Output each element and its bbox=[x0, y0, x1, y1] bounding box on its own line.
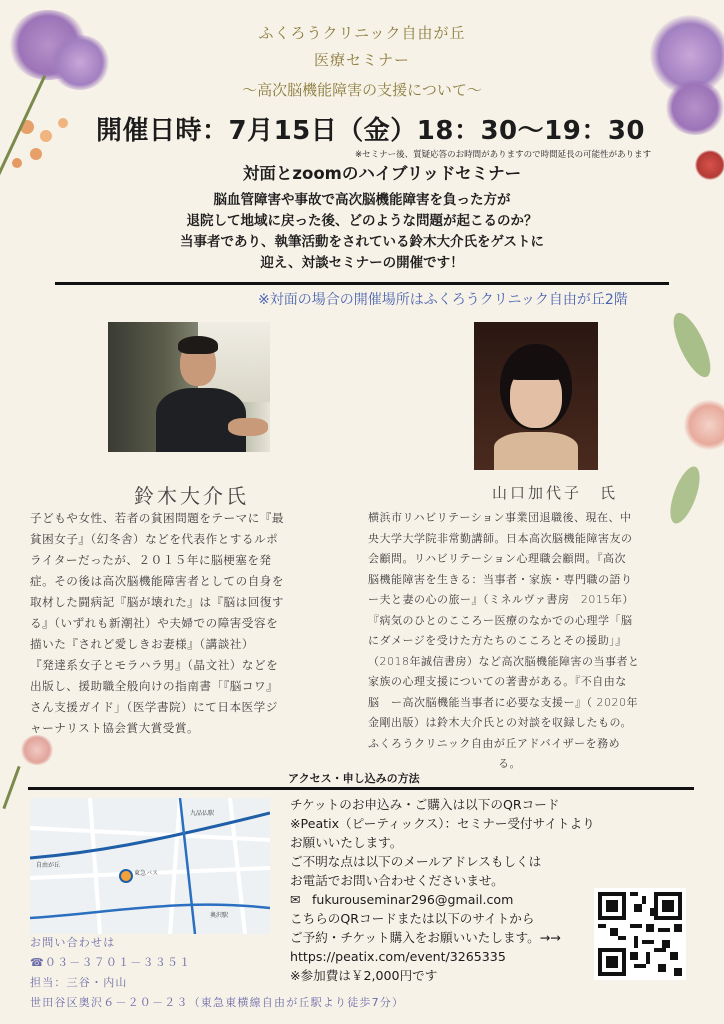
bio-line: 央大学大学院非常勤講師。日本高次脳機能障害友の bbox=[368, 531, 633, 545]
access-line: こちらのQRコードまたは以下のサイトから bbox=[290, 911, 535, 926]
intro-line: 退院して地域に戻った後、どのような問題が起こるのか？ bbox=[186, 213, 538, 229]
suzuki-bio bbox=[30, 508, 360, 739]
qr-code[interactable] bbox=[594, 888, 686, 980]
contact-staff: 担当：三谷・内山 bbox=[30, 976, 128, 989]
bio-line: 症。その後は高次脳機能障害者としての自身を bbox=[30, 574, 284, 588]
intro-line: 脳血管障害や事故で高次脳機能障害を負った方が bbox=[213, 192, 511, 208]
access-line: ご不明な点は以下のメールアドレスもしくは bbox=[290, 854, 542, 869]
bio-line: 横浜市リハビリテーション事業団退職後、現在、中 bbox=[368, 511, 632, 524]
seminar-theme: 〜高次脳機能障害の支援について〜 bbox=[242, 81, 482, 99]
bio-line: 取材した闘病記『脳が壊れた』は『脳は回復す bbox=[30, 595, 284, 609]
contact-title: お問い合わせは bbox=[30, 936, 116, 949]
peatix-url[interactable]: https://peatix.com/event/3265335 bbox=[290, 949, 506, 964]
intro-line: 当事者であり、執筆活動をされている鈴木大介氏をゲストに bbox=[180, 234, 544, 250]
access-line: ご予約・チケット購入をお願いいたします。→→ bbox=[290, 930, 561, 945]
suzuki-photo bbox=[108, 322, 270, 452]
contact-address: 世田谷区奥沢６－２０－２３（東急東横線自由が丘駅より徒歩7分） bbox=[30, 996, 405, 1009]
access-line: チケットのお申込み・ご購入は以下のQRコード bbox=[290, 797, 560, 812]
bio-line: ャーナリスト協会賞大賞受賞。 bbox=[30, 721, 200, 735]
access-line: お願いいたします。 bbox=[290, 835, 403, 850]
contact-info bbox=[30, 933, 404, 1013]
bio-line: 『病気のひとのこころー医療のなかでの心理学「脳 bbox=[368, 613, 633, 627]
bio-line: 描いた『されど愛しきお妻様』（講談社） bbox=[30, 637, 254, 651]
hybrid-seminar-label: 対面とzoomのハイブリッドセミナー bbox=[242, 164, 522, 183]
contact-phone[interactable]: ☎０３－３７０１－３３５１ bbox=[30, 956, 192, 969]
yamaguchi-bio bbox=[368, 508, 688, 775]
clinic-name: ふくろうクリニック自由が丘 bbox=[258, 24, 466, 42]
flower-decoration-right-middle bbox=[660, 300, 724, 540]
intro-text bbox=[0, 190, 724, 274]
bio-line: ふくろうクリニック自由が丘アドバイザーを務め bbox=[368, 736, 621, 750]
bio-line: 家族の心理支援についての著書がある。『不自由な bbox=[368, 675, 627, 688]
map-label: 九品仏駅 bbox=[190, 810, 215, 817]
bio-line: 貧困女子』（幻冬舎）などを代表作とするルポ bbox=[30, 532, 279, 546]
speaker-name-yamaguchi: 山口加代子 氏 bbox=[492, 484, 619, 502]
mail-icon: ✉ bbox=[290, 892, 301, 907]
bio-line: る』（いずれも新潮社）や夫婦での障害受容を bbox=[30, 616, 279, 630]
intro-line: 迎え、対談セミナーの開催です！ bbox=[260, 255, 464, 271]
bio-line: 脳 ー高次脳機能当事者に必要な支援ー』（ 2020年 bbox=[368, 695, 638, 709]
divider-bottom bbox=[28, 787, 694, 790]
yamaguchi-photo bbox=[474, 322, 598, 470]
bio-line: 出版し、援助職全般向けの指南書「『脳コワ』 bbox=[30, 679, 279, 693]
bio-line: さん支援ガイド」（医学書院）にて日本医学ジ bbox=[30, 700, 278, 714]
divider-top bbox=[55, 282, 669, 285]
seminar-title: 医療セミナー bbox=[313, 51, 410, 69]
bio-line: にダメージを受けた方たちのこころとその援助」』 bbox=[368, 634, 627, 647]
access-map bbox=[30, 798, 270, 934]
map-label: 奥沢駅 bbox=[210, 912, 229, 919]
map-label: 自由が丘 bbox=[36, 862, 61, 869]
access-title: アクセス・申し込みの方法 bbox=[288, 772, 420, 785]
access-line: お電話でお問い合わせくださいませ。 bbox=[290, 873, 504, 888]
email-row[interactable] bbox=[290, 890, 590, 909]
bio-line: 『発達系女子とモラハラ男』（晶文社）などを bbox=[30, 658, 279, 672]
bio-line: 会顧問。リハビリテーション心理職会顧問。『高次 bbox=[368, 552, 627, 565]
fee-note: ※参加費は￥2,000円です bbox=[290, 968, 438, 983]
bio-line: ライターだったが、２０１５年に脳梗塞を発 bbox=[30, 553, 272, 567]
map-drawing bbox=[30, 798, 270, 934]
bio-line: （2018年誠信書房）など高次脳機能障害の当事者と bbox=[368, 654, 640, 668]
bio-line: る。 bbox=[498, 757, 521, 770]
contact-email[interactable]: fukurouseminar296@gmail.com bbox=[312, 892, 514, 907]
venue-note: ※対面の場合の開催場所はふくろうクリニック自由が丘2階 bbox=[258, 292, 628, 308]
bio-line: 脳機能障害を生きる：当事者・家族・専門職の語り bbox=[368, 572, 633, 586]
speaker-name-suzuki: 鈴木大介氏 bbox=[134, 484, 249, 508]
access-line: ※Peatix（ピーティックス）：セミナー受付サイトより bbox=[290, 816, 595, 831]
event-datetime: 開催日時：7月15日（金）18：30〜19：30 bbox=[96, 116, 645, 146]
bio-line: 子どもや女性、若者の貧困問題をテーマに『最 bbox=[30, 511, 284, 525]
bio-line: 金剛出版）は鈴木大介氏との対談を収録したもの。 bbox=[368, 716, 633, 729]
time-extension-note: ※セミナー後、質疑応答のお時間がありますので時間延長の可能性があります bbox=[355, 150, 652, 160]
bio-line: ー夫と妻の心の旅ー』（ミネルヴァ書房 2015年） bbox=[368, 593, 634, 606]
qr-code-pattern bbox=[594, 888, 686, 980]
clinic-location-pin bbox=[120, 870, 132, 882]
map-label: 東急バス bbox=[134, 870, 159, 877]
